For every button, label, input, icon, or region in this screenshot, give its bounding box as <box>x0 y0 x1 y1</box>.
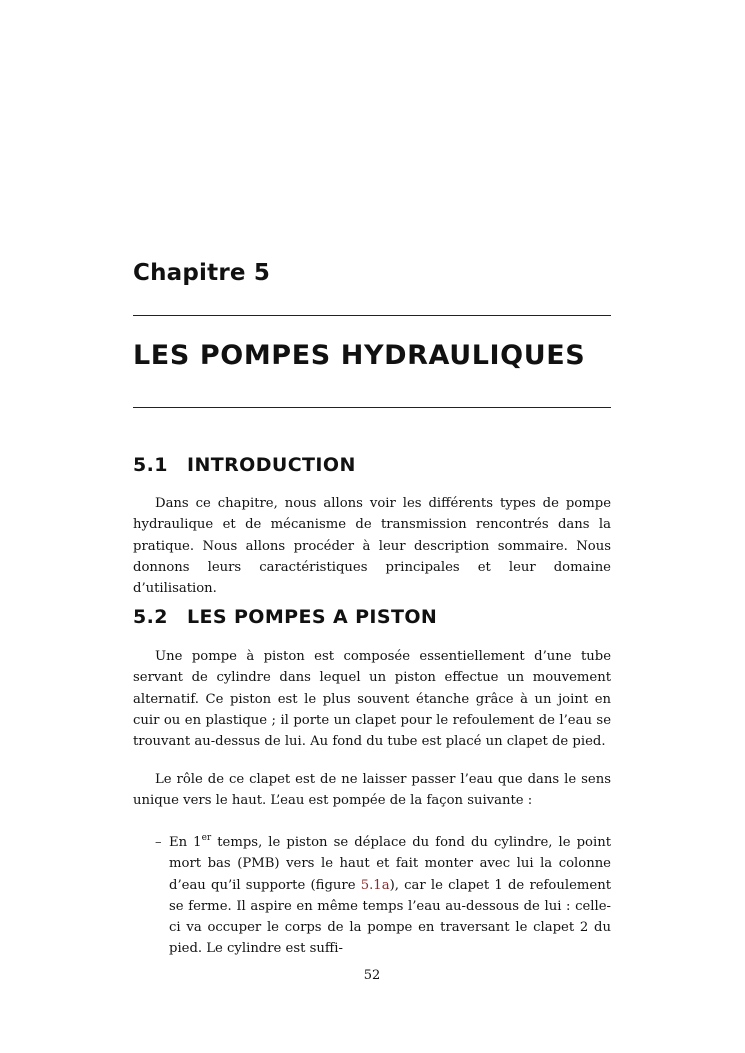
list-item-text-before-ref: temps, le piston se déplace du fond du cylindre, le point mort bas (PMB) vers le haut et fait monter avec lui la colonne d’eau qu’il supporte (figure <box>169 835 611 893</box>
valve-role-paragraph: Le rôle de ce clapet est de ne laisser passer l’eau que dans le sens unique vers le haut. L’eau est pompée de la façon suivante : <box>133 772 611 809</box>
list-item-text-after-ref: ), car le clapet 1 de refoulement se ferme. Il aspire en même temps l’eau au-dessous de lui : celle-ci va occuper le corps de la pompe en traversant le clapet 2 du pied. Le cylindre est suffi- <box>169 877 611 957</box>
section-number: 5.2 <box>133 606 168 628</box>
chapter-label: Chapitre 5 <box>133 260 271 286</box>
section-heading-piston-pumps <box>133 606 437 628</box>
piston-pump-paragraph: Une pompe à piston est composée essentiellement d’une tube servant de cylindre dans lequel un piston effectue un mouvement alternatif. Ce piston est le plus souvent étanche grâce à un joint en cuir ou en plastique ; il porte un clapet pour le refoulement de l’eau se trouvant au-dessus de lui. Au fond du tube est placé un clapet de pied. <box>133 649 611 750</box>
section-title: LES POMPES A PISTON <box>187 606 438 628</box>
list-item <box>133 832 611 960</box>
chapter-top-rule <box>133 315 611 316</box>
section-title: INTRODUCTION <box>187 454 356 476</box>
pumping-steps-list <box>133 832 611 960</box>
chapter-bottom-rule <box>133 407 611 408</box>
page-number: 52 <box>363 968 381 983</box>
section-heading-introduction <box>133 454 356 476</box>
introduction-paragraph: Dans ce chapitre, nous allons voir les différents types de pompe hydraulique et de mécanisme de transmission rencontrés dans la pratique. Nous allons procéder à leur description sommaire. Nous donnons leurs caractéristiques principales et leur domaine d’utilisation. <box>133 496 611 597</box>
figure-reference-link[interactable]: 5.1a <box>360 877 390 893</box>
dash-bullet: – <box>155 835 162 850</box>
list-item-lead: En 1 <box>169 835 202 850</box>
ordinal-superscript: er <box>201 833 212 843</box>
section-number: 5.1 <box>133 454 168 476</box>
chapter-title: LES POMPES HYDRAULIQUES <box>133 340 586 371</box>
document-page <box>133 0 611 1053</box>
